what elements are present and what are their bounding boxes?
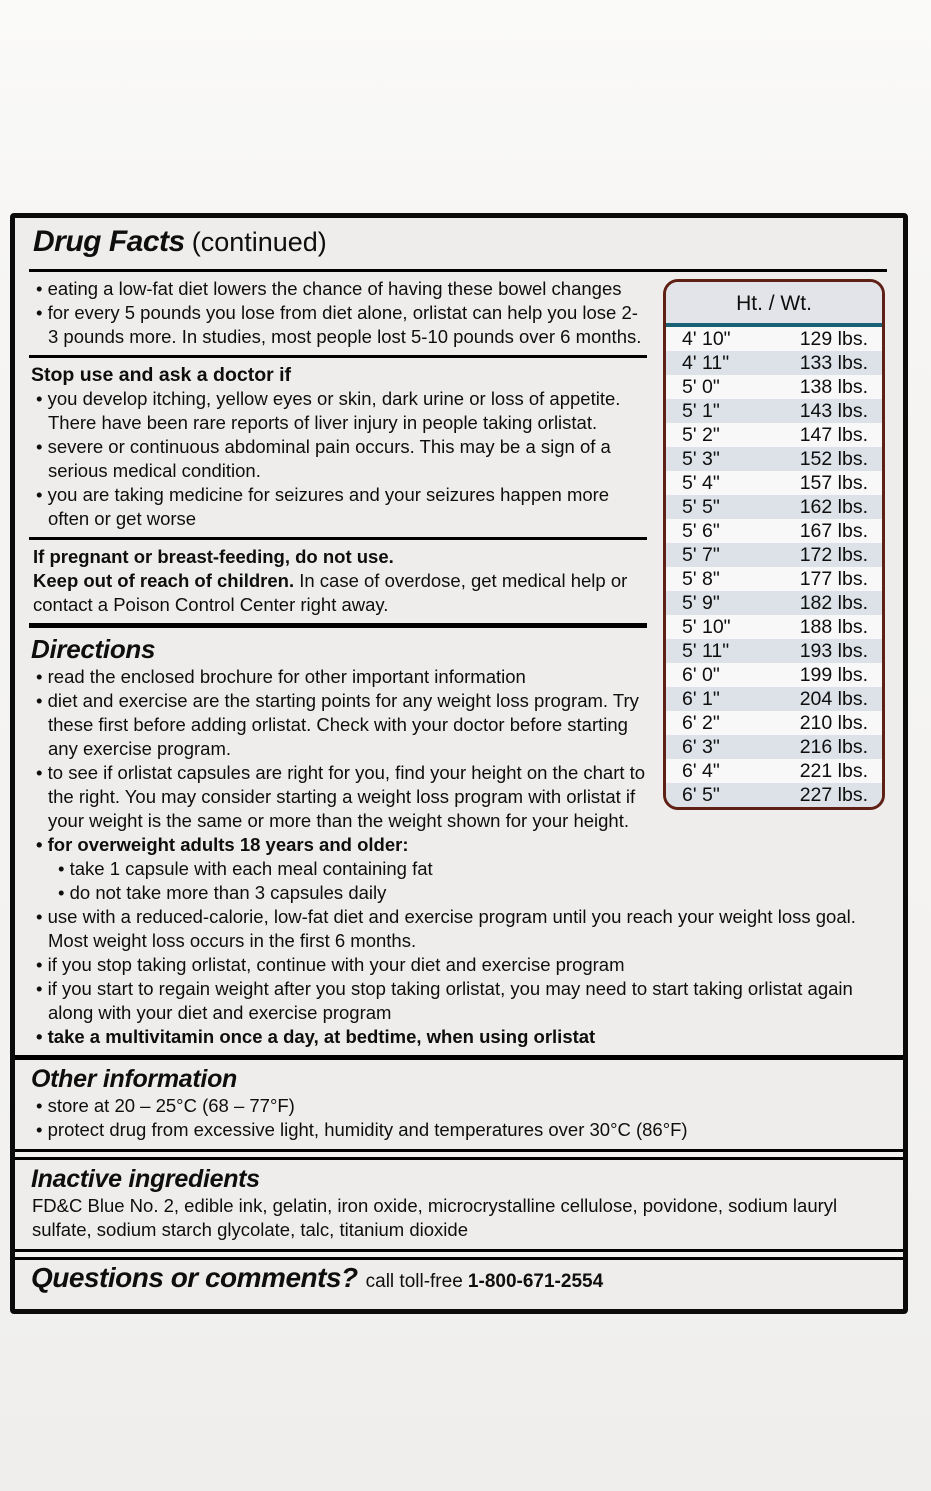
height-weight-row bbox=[666, 543, 882, 567]
weight-value: 177 lbs. bbox=[799, 568, 868, 590]
height-weight-row bbox=[666, 519, 882, 543]
height-value: 6' 4" bbox=[682, 760, 720, 782]
height-value: 5' 2" bbox=[682, 424, 720, 446]
bullet-item: • for overweight adults 18 years and older: bbox=[31, 833, 887, 857]
height-value: 5' 0" bbox=[682, 376, 720, 398]
questions-call-text: call toll-free bbox=[365, 1271, 463, 1292]
weight-value: 216 lbs. bbox=[799, 736, 868, 758]
inactive-ingredients-heading: Inactive ingredients bbox=[31, 1165, 260, 1193]
pregnant-warning: If pregnant or breast-feeding, do not use. bbox=[33, 546, 394, 567]
bullet-item: • you are taking medicine for seizures and your seizures happen more often or get worse bbox=[31, 483, 647, 531]
weight-value: 162 lbs. bbox=[799, 496, 868, 518]
height-weight-row bbox=[666, 711, 882, 735]
drug-facts-panel bbox=[10, 213, 908, 1314]
section-other-information bbox=[29, 1060, 887, 1149]
height-value: 5' 4" bbox=[682, 472, 720, 494]
weight-value: 221 lbs. bbox=[799, 760, 868, 782]
stop-use-bullet-list bbox=[31, 387, 647, 531]
weight-value: 188 lbs. bbox=[799, 616, 868, 638]
height-value: 6' 2" bbox=[682, 712, 720, 734]
bullet-item: • if you stop taking orlistat, continue with your diet and exercise program bbox=[31, 953, 887, 977]
weight-value: 133 lbs. bbox=[799, 352, 868, 374]
height-value: 6' 0" bbox=[682, 664, 720, 686]
questions-phone-number: 1-800-671-2554 bbox=[467, 1271, 604, 1292]
bullet-item: • for every 5 pounds you lose from diet alone, orlistat can help you lose 2-3 pounds more. In studies, most people lost 5-10 pounds over 6 months. bbox=[31, 301, 647, 349]
section-questions bbox=[29, 1260, 887, 1303]
bullet-item: • you develop itching, yellow eyes or skin, dark urine or loss of appetite. There have been rare reports of liver injury in people taking orlistat. bbox=[31, 387, 647, 435]
keep-out-rest: In case of overdose, get medical help or contact a Poison Control Center right away. bbox=[33, 570, 628, 615]
weight-value: 199 lbs. bbox=[799, 664, 868, 686]
height-weight-chart-rows bbox=[666, 327, 882, 807]
stop-use-heading: Stop use and ask a doctor if bbox=[31, 364, 292, 386]
height-value: 6' 5" bbox=[682, 784, 720, 806]
height-value: 4' 10" bbox=[682, 328, 731, 350]
questions-heading: Questions or comments? bbox=[31, 1262, 358, 1293]
bullet-item: • diet and exercise are the starting points for any weight loss program. Try these first before adding orlistat. Check with your doctor before starting any exercise program. bbox=[31, 689, 887, 761]
height-weight-row bbox=[666, 759, 882, 783]
height-weight-row bbox=[666, 375, 882, 399]
section-divider-double bbox=[15, 1249, 903, 1260]
section-warnings bbox=[29, 540, 647, 628]
bullet-item: • severe or continuous abdominal pain occurs. This may be a sign of a serious medical condition. bbox=[31, 435, 647, 483]
weight-value: 204 lbs. bbox=[799, 688, 868, 710]
height-value: 5' 11" bbox=[682, 640, 730, 662]
height-weight-row bbox=[666, 639, 882, 663]
weight-value: 138 lbs. bbox=[799, 376, 868, 398]
height-weight-row bbox=[666, 399, 882, 423]
bullet-item: • read the enclosed brochure for other important information bbox=[31, 665, 887, 689]
height-weight-row bbox=[666, 735, 882, 759]
height-value: 6' 3" bbox=[682, 736, 720, 758]
height-weight-chart bbox=[663, 279, 885, 810]
section-stop-use bbox=[29, 358, 647, 540]
height-value: 5' 8" bbox=[682, 568, 720, 590]
height-value: 6' 1" bbox=[682, 688, 720, 710]
weight-value: 143 lbs. bbox=[799, 400, 868, 422]
intro-bullet-list bbox=[31, 277, 647, 349]
weight-value: 167 lbs. bbox=[799, 520, 868, 542]
height-value: 5' 6" bbox=[682, 520, 720, 542]
height-weight-row bbox=[666, 447, 882, 471]
other-information-heading: Other information bbox=[31, 1065, 238, 1093]
section-bowel-changes bbox=[29, 272, 647, 358]
inactive-ingredients-text: FD&C Blue No. 2, edible ink, gelatin, iron oxide, microcrystalline cellulose, povidone, sodium lauryl sulfate, sodium starch glycolate, talc, titanium dioxide bbox=[32, 1195, 838, 1240]
drug-facts-continued: (continued) bbox=[191, 227, 327, 257]
bullet-item: • eating a low-fat diet lowers the chance of having these bowel changes bbox=[31, 277, 647, 301]
height-value: 5' 3" bbox=[682, 448, 720, 470]
height-value: 5' 1" bbox=[682, 400, 720, 422]
panel-title bbox=[29, 218, 887, 272]
bullet-item: • protect drug from excessive light, humidity and temperatures over 30°C (86°F) bbox=[31, 1118, 887, 1142]
height-value: 5' 9" bbox=[682, 592, 720, 614]
section-inactive-ingredients bbox=[29, 1160, 887, 1249]
bullet-item: • take 1 capsule with each meal containing fat bbox=[53, 857, 887, 881]
height-weight-row bbox=[666, 567, 882, 591]
other-information-bullet-list bbox=[31, 1094, 887, 1142]
height-weight-row bbox=[666, 663, 882, 687]
height-weight-row bbox=[666, 351, 882, 375]
height-weight-row bbox=[666, 423, 882, 447]
section-divider-double bbox=[15, 1149, 903, 1160]
height-weight-row bbox=[666, 471, 882, 495]
height-value: 4' 11" bbox=[682, 352, 730, 374]
weight-value: 172 lbs. bbox=[799, 544, 868, 566]
height-weight-row bbox=[666, 687, 882, 711]
weight-value: 129 lbs. bbox=[799, 328, 868, 350]
weight-value: 182 lbs. bbox=[799, 592, 868, 614]
weight-value: 193 lbs. bbox=[799, 640, 868, 662]
bullet-item: • take a multivitamin once a day, at bedtime, when using orlistat bbox=[31, 1025, 887, 1049]
directions-heading: Directions bbox=[31, 634, 156, 664]
height-value: 5' 7" bbox=[682, 544, 720, 566]
height-weight-chart-header: Ht. / Wt. bbox=[666, 282, 882, 327]
height-value: 5' 10" bbox=[682, 616, 731, 638]
drug-facts-title: Drug Facts bbox=[33, 225, 185, 258]
weight-value: 227 lbs. bbox=[799, 784, 868, 806]
panel-body bbox=[29, 272, 887, 1055]
weight-value: 210 lbs. bbox=[799, 712, 868, 734]
bullet-item: • to see if orlistat capsules are right for you, find your height on the chart to the right. You may consider starting a weight loss program with orlistat if your weight is the same or more than the weight shown for your height. bbox=[31, 761, 887, 833]
bullet-item: • use with a reduced-calorie, low-fat diet and exercise program until you reach your weight loss goal. Most weight loss occurs in the first 6 months. bbox=[31, 905, 887, 953]
height-weight-row bbox=[666, 327, 882, 351]
bullet-item: • store at 20 – 25°C (68 – 77°F) bbox=[31, 1094, 887, 1118]
height-weight-row bbox=[666, 615, 882, 639]
weight-value: 147 lbs. bbox=[799, 424, 868, 446]
height-weight-row bbox=[666, 783, 882, 807]
weight-value: 152 lbs. bbox=[799, 448, 868, 470]
bullet-item: • if you start to regain weight after you stop taking orlistat, you may need to start taking orlistat again along with your diet and exercise program bbox=[31, 977, 887, 1025]
height-value: 5' 5" bbox=[682, 496, 720, 518]
bullet-item: • do not take more than 3 capsules daily bbox=[53, 881, 887, 905]
keep-out-of-reach-warning bbox=[31, 569, 647, 617]
height-weight-row bbox=[666, 495, 882, 519]
weight-value: 157 lbs. bbox=[799, 472, 868, 494]
height-weight-row bbox=[666, 591, 882, 615]
keep-out-bold: Keep out of reach of children. bbox=[33, 570, 295, 591]
